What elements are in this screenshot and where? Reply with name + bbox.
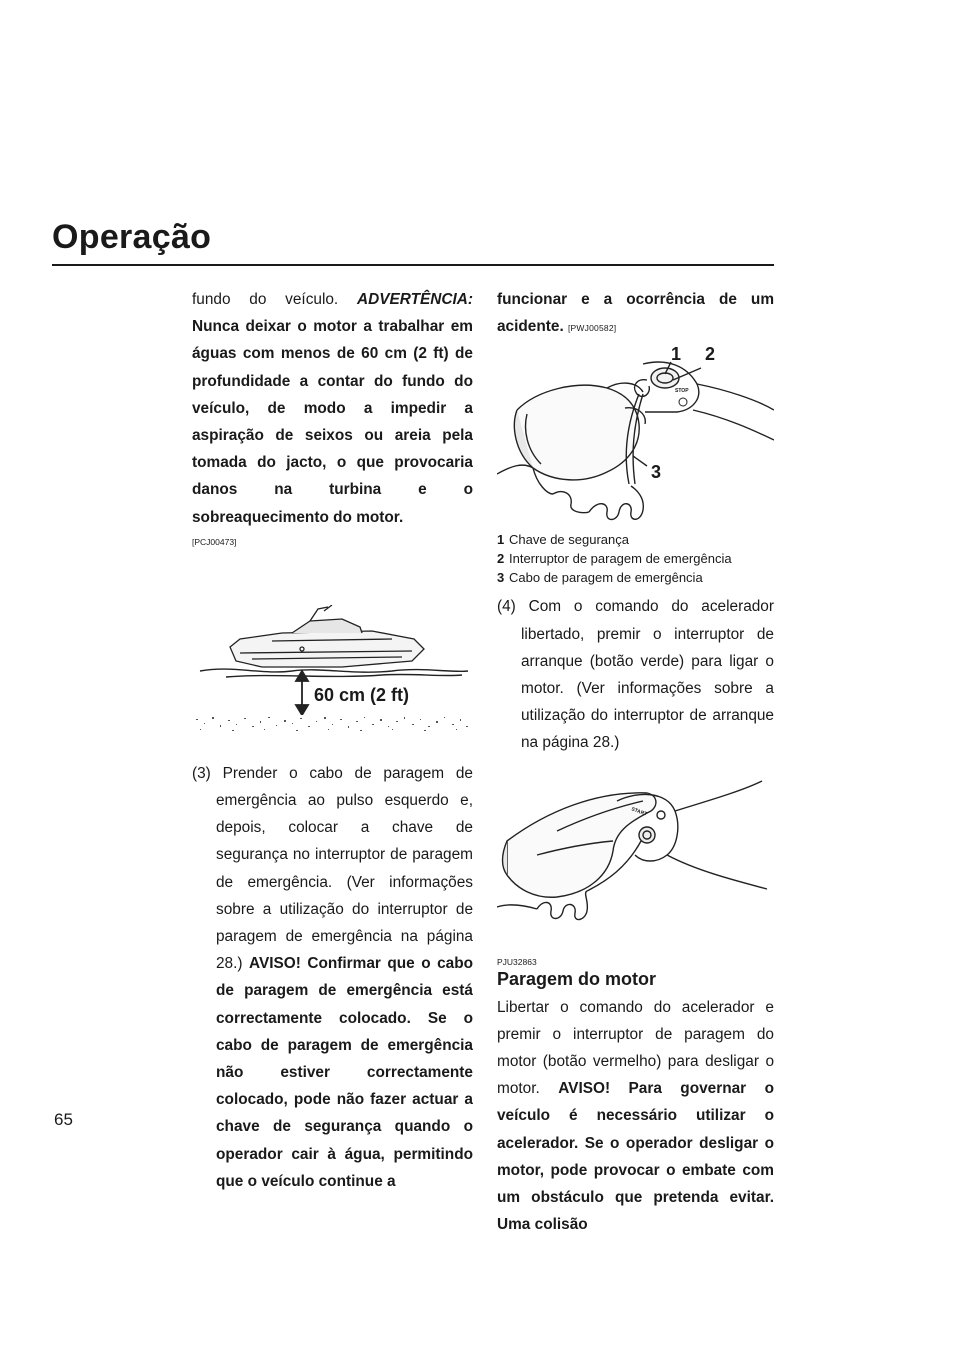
start-label: START bbox=[630, 806, 648, 818]
figure-legend bbox=[497, 530, 774, 587]
header-rule bbox=[52, 264, 774, 266]
left-column bbox=[192, 286, 473, 1195]
legend-item: 1 Chave de segurança bbox=[497, 532, 629, 548]
figure-start-switch bbox=[497, 771, 774, 941]
notice-code: [PWJ00582] bbox=[568, 323, 617, 334]
section-text: Libertar o comando do acelerador e premir o interruptor de paragem do motor (botão vermelho) para desligar o motor. bbox=[497, 998, 774, 1098]
figure-watercraft-depth bbox=[192, 605, 473, 733]
continued-notice bbox=[497, 286, 774, 342]
depth-label: 60 cm (2 ft) bbox=[314, 684, 410, 705]
continued-notice-text: funcionar e a ocorrência de um acidente. bbox=[497, 291, 774, 336]
section-notice: AVISO! Para governar o veículo é necessário utilizar o acelerador. Se o operador desligar o motor, pode provocar o embate com um obstáculo que pretenda evitar. Uma colisão bbox=[497, 1080, 774, 1234]
callout-2: 2 bbox=[705, 344, 716, 365]
callout-3: 3 bbox=[651, 462, 662, 483]
page-number: 65 bbox=[54, 1110, 73, 1129]
legend-item: 3 Cabo de paragem de emergência bbox=[497, 570, 703, 586]
warning-label: ADVERTÊNCIA: bbox=[356, 291, 473, 308]
step-3 bbox=[192, 760, 473, 1195]
stop-label: STOP bbox=[675, 388, 689, 395]
step-3-notice: AVISO! Confirmar que o cabo de paragem de emergência está correctamente colocado. Se o cabo de paragem de emergência não estiver correctamente colocado, pode não fazer actuar a chave de segurança quando o operador cair à água, permitindo que o veículo continue a bbox=[216, 955, 473, 1190]
watercraft-illustration bbox=[192, 605, 473, 733]
warning-code: [PCJ00473] bbox=[192, 536, 237, 547]
warning-text: Nunca deixar o motor a trabalhar em águas com menos de 60 cm (2 ft) de profundidade a contar do fundo do veículo, de modo a impedir a aspiração de seixos ou areia pela tomada do jacto, o que provocaria danos na turbina e o sobreaquecimento do motor. bbox=[192, 318, 473, 526]
section-paragraph bbox=[497, 994, 774, 1239]
callout-1: 1 bbox=[671, 344, 682, 365]
page-title: Operação bbox=[52, 218, 212, 256]
right-column bbox=[497, 286, 774, 1238]
step-3-text: (3) Prender o cabo de paragem de emergência ao pulso esquerdo e, depois, colocar a chave de segurança no interruptor de paragem de emergência. (Ver informações sobre a utilização do interruptor de paragem de emergência na página 28.) bbox=[192, 764, 473, 973]
lanyard-illustration bbox=[497, 344, 774, 528]
section-title: Paragem do motor bbox=[497, 968, 657, 989]
start-switch-illustration bbox=[497, 771, 774, 941]
section-code: PJU32863 bbox=[497, 956, 537, 967]
legend-item: 2 Interruptor de paragem de emergência bbox=[497, 551, 732, 567]
step-4: (4) Com o comando do acelerador libertado, premir o interruptor de arranque (botão verde) para ligar o motor. (Ver informações sobre a utilização do interruptor de arranque na página 28.) bbox=[497, 598, 774, 752]
figure-lanyard bbox=[497, 344, 774, 528]
paragraph-text: fundo do veículo. bbox=[192, 291, 357, 308]
warning-paragraph bbox=[192, 286, 473, 531]
